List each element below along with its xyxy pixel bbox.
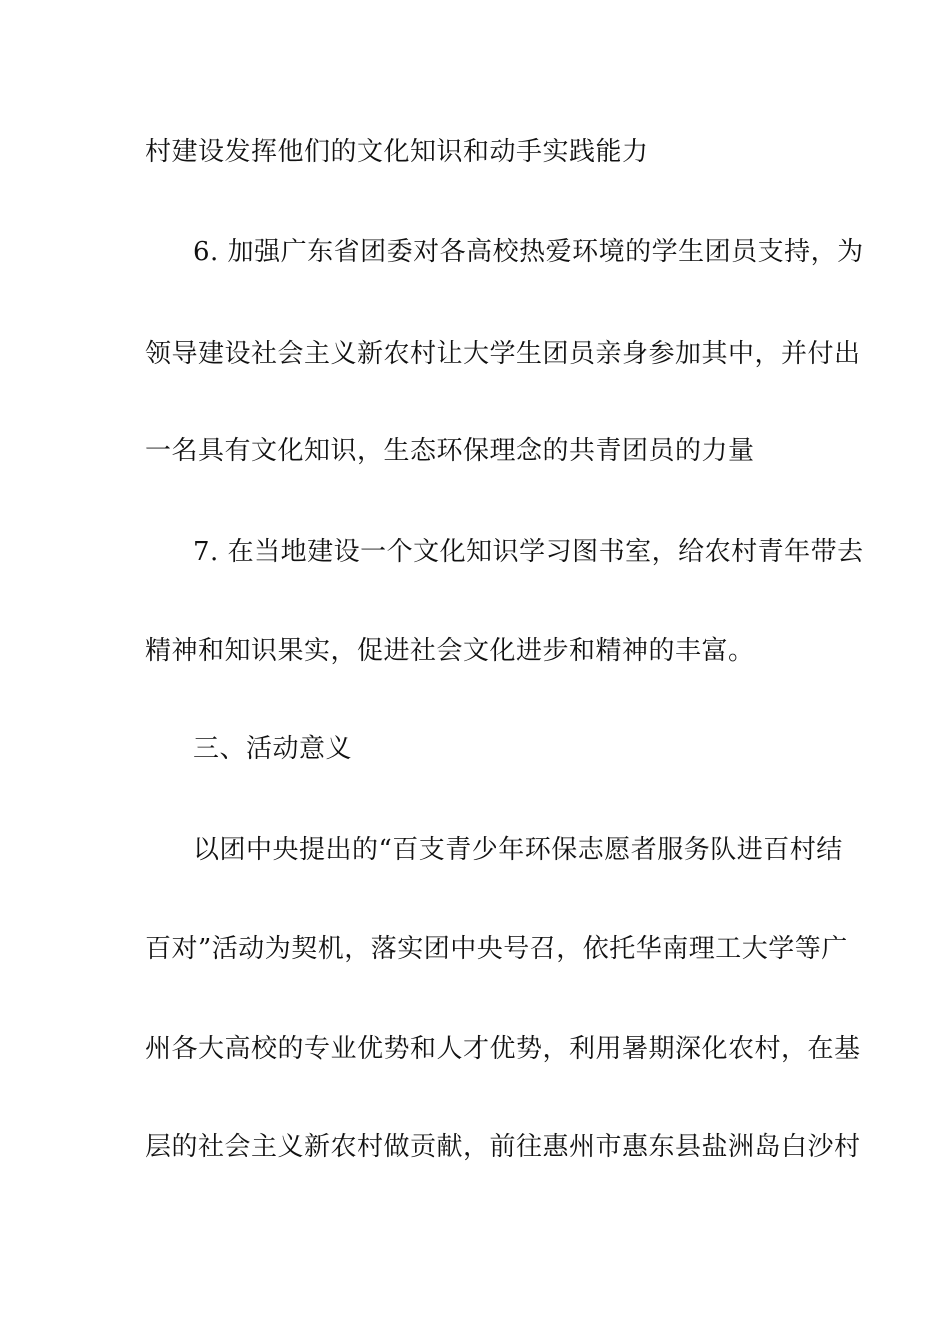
paragraph-line: 层的社会主义新农村做贡献，前往惠州市惠东县盐洲岛白沙村 bbox=[145, 1132, 861, 1162]
section-heading: 三、活动意义 bbox=[193, 734, 353, 764]
paragraph-line: 6. 加强广东省团委对各高校热爱环境的学生团员支持，为 bbox=[193, 237, 864, 267]
paragraph-line: 以团中央提出的“百支青少年环保志愿者服务队进百村结 bbox=[193, 835, 843, 865]
paragraph-line: 村建设发挥他们的文化知识和动手实践能力 bbox=[145, 137, 649, 167]
paragraph-line: 精神和知识果实，促进社会文化进步和精神的丰富。 bbox=[145, 636, 755, 666]
paragraph-line: 一名具有文化知识，生态环保理念的共青团员的力量 bbox=[145, 436, 755, 466]
paragraph-line: 领导建设社会主义新农村让大学生团员亲身参加其中，并付出 bbox=[145, 339, 861, 369]
paragraph-line: 州各大高校的专业优势和人才优势，利用暑期深化农村，在基 bbox=[145, 1034, 861, 1064]
paragraph-line: 7. 在当地建设一个文化知识学习图书室，给农村青年带去 bbox=[193, 537, 864, 567]
paragraph-line: 百对”活动为契机，落实团中央号召，依托华南理工大学等广 bbox=[145, 934, 848, 964]
